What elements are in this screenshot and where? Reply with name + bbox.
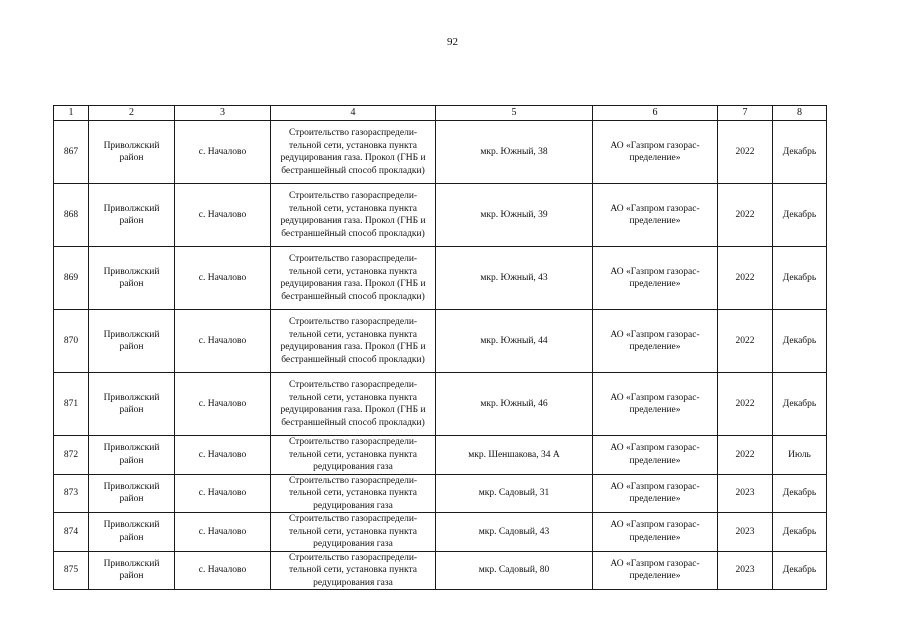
row-number-cell: 875	[54, 551, 89, 590]
row-number-cell: 874	[54, 513, 89, 552]
settlement-cell: с. Началово	[175, 474, 271, 513]
table-row	[54, 121, 827, 184]
address-cell: мкр. Южный, 43	[436, 247, 593, 310]
organization-cell: АО «Газпром газорас-пределение»	[593, 513, 718, 552]
month-cell: Декабрь	[773, 184, 827, 247]
column-header: 2	[89, 106, 175, 121]
address-cell: мкр. Южный, 38	[436, 121, 593, 184]
table-row	[54, 310, 827, 373]
organization-cell: АО «Газпром газорас-пределение»	[593, 310, 718, 373]
column-header: 7	[718, 106, 773, 121]
table-row	[54, 436, 827, 475]
organization-cell: АО «Газпром газорас-пределение»	[593, 184, 718, 247]
district-cell: Приволжский район	[89, 184, 175, 247]
year-cell: 2022	[718, 436, 773, 475]
table-row	[54, 373, 827, 436]
work-description-cell: Строительство газораспредели-тельной сети, установка пункта редуцирования газа. Прокол (ГНБ и бестраншейный способ прокладки)	[271, 373, 436, 436]
settlement-cell: с. Началово	[175, 513, 271, 552]
district-cell: Приволжский район	[89, 474, 175, 513]
month-cell: Декабрь	[773, 247, 827, 310]
year-cell: 2022	[718, 247, 773, 310]
settlement-cell: с. Началово	[175, 247, 271, 310]
month-cell: Декабрь	[773, 513, 827, 552]
organization-cell: АО «Газпром газорас-пределение»	[593, 121, 718, 184]
work-description-cell: Строительство газораспредели-тельной сети, установка пункта редуцирования газа. Прокол (ГНБ и бестраншейный способ прокладки)	[271, 121, 436, 184]
work-description-cell: Строительство газораспредели-тельной сети, установка пункта редуцирования газа	[271, 436, 436, 475]
column-header: 8	[773, 106, 827, 121]
address-cell: мкр. Садовый, 31	[436, 474, 593, 513]
work-description-cell: Строительство газораспредели-тельной сети, установка пункта редуцирования газа	[271, 474, 436, 513]
work-description-cell: Строительство газораспредели-тельной сети, установка пункта редуцирования газа	[271, 551, 436, 590]
address-cell: мкр. Южный, 44	[436, 310, 593, 373]
year-cell: 2023	[718, 551, 773, 590]
district-cell: Приволжский район	[89, 310, 175, 373]
address-cell: мкр. Садовый, 80	[436, 551, 593, 590]
table-row	[54, 184, 827, 247]
table-row	[54, 551, 827, 590]
month-cell: Декабрь	[773, 474, 827, 513]
row-number-cell: 867	[54, 121, 89, 184]
row-number-cell: 869	[54, 247, 89, 310]
organization-cell: АО «Газпром газорас-пределение»	[593, 551, 718, 590]
row-number-cell: 871	[54, 373, 89, 436]
column-header: 1	[54, 106, 89, 121]
district-cell: Приволжский район	[89, 121, 175, 184]
address-cell: мкр. Садовый, 43	[436, 513, 593, 552]
row-number-cell: 868	[54, 184, 89, 247]
year-cell: 2022	[718, 373, 773, 436]
data-table	[53, 105, 827, 590]
settlement-cell: с. Началово	[175, 551, 271, 590]
year-cell: 2022	[718, 310, 773, 373]
organization-cell: АО «Газпром газорас-пределение»	[593, 373, 718, 436]
table-row	[54, 513, 827, 552]
table-row	[54, 247, 827, 310]
column-header: 4	[271, 106, 436, 121]
header-row	[54, 106, 827, 121]
settlement-cell: с. Началово	[175, 436, 271, 475]
settlement-cell: с. Началово	[175, 121, 271, 184]
year-cell: 2023	[718, 513, 773, 552]
organization-cell: АО «Газпром газорас-пределение»	[593, 474, 718, 513]
column-header: 5	[436, 106, 593, 121]
row-number-cell: 872	[54, 436, 89, 475]
address-cell: мкр. Южный, 39	[436, 184, 593, 247]
row-number-cell: 870	[54, 310, 89, 373]
address-cell: мкр. Шеншакова, 34 А	[436, 436, 593, 475]
work-description-cell: Строительство газораспредели-тельной сети, установка пункта редуцирования газа	[271, 513, 436, 552]
district-cell: Приволжский район	[89, 247, 175, 310]
district-cell: Приволжский район	[89, 513, 175, 552]
column-header: 6	[593, 106, 718, 121]
district-cell: Приволжский район	[89, 436, 175, 475]
settlement-cell: с. Началово	[175, 373, 271, 436]
month-cell: Декабрь	[773, 551, 827, 590]
month-cell: Декабрь	[773, 373, 827, 436]
district-cell: Приволжский район	[89, 373, 175, 436]
organization-cell: АО «Газпром газорас-пределение»	[593, 247, 718, 310]
district-cell: Приволжский район	[89, 551, 175, 590]
work-description-cell: Строительство газораспредели-тельной сети, установка пункта редуцирования газа. Прокол (ГНБ и бестраншейный способ прокладки)	[271, 310, 436, 373]
column-header: 3	[175, 106, 271, 121]
work-description-cell: Строительство газораспредели-тельной сети, установка пункта редуцирования газа. Прокол (ГНБ и бестраншейный способ прокладки)	[271, 184, 436, 247]
month-cell: Декабрь	[773, 310, 827, 373]
page-number: 92	[447, 36, 458, 48]
row-number-cell: 873	[54, 474, 89, 513]
year-cell: 2022	[718, 184, 773, 247]
table-row	[54, 474, 827, 513]
year-cell: 2022	[718, 121, 773, 184]
year-cell: 2023	[718, 474, 773, 513]
month-cell: Июль	[773, 436, 827, 475]
settlement-cell: с. Началово	[175, 184, 271, 247]
organization-cell: АО «Газпром газорас-пределение»	[593, 436, 718, 475]
month-cell: Декабрь	[773, 121, 827, 184]
settlement-cell: с. Началово	[175, 310, 271, 373]
address-cell: мкр. Южный, 46	[436, 373, 593, 436]
work-description-cell: Строительство газораспредели-тельной сети, установка пункта редуцирования газа. Прокол (ГНБ и бестраншейный способ прокладки)	[271, 247, 436, 310]
